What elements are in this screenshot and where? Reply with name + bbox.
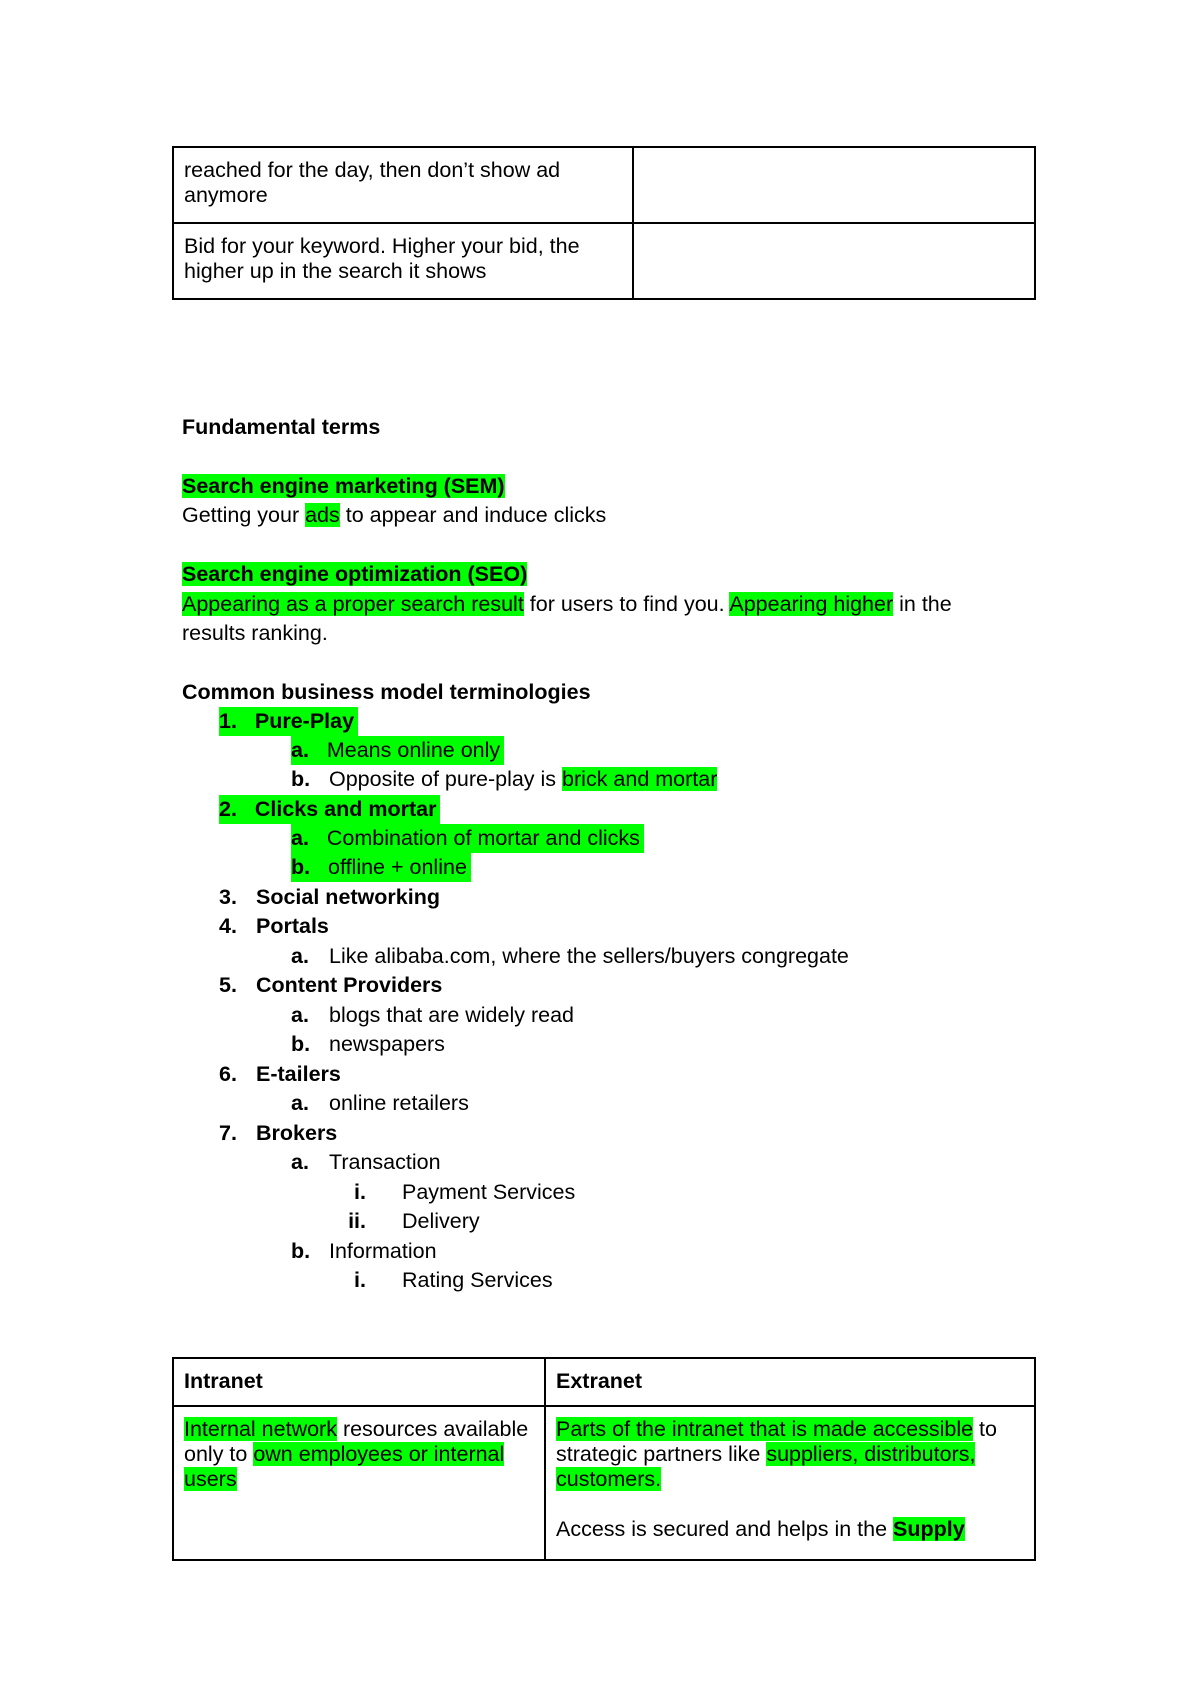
table-row <box>173 147 1035 223</box>
common-terms-heading: Common business model terminologies <box>182 680 591 704</box>
list-number: a. <box>291 826 309 850</box>
sem-text: to appear and induce clicks <box>339 503 607 527</box>
list-number: a. <box>291 1150 309 1174</box>
list-number: a. <box>291 1091 309 1115</box>
list-number: 1. <box>219 709 237 733</box>
list-number: 4. <box>219 914 237 938</box>
sem-highlight: ads <box>305 503 340 527</box>
list-item <box>329 765 717 794</box>
list-item <box>291 853 471 882</box>
list-number: b. <box>291 855 311 879</box>
list-item-text: blogs that are widely read <box>329 1003 575 1027</box>
list-item-text: Portals <box>256 914 329 938</box>
sem-title-text: Search engine marketing (SEM) <box>182 474 505 498</box>
list-item-text: Pure-Play <box>254 709 355 733</box>
list-item-text: Clicks and mortar <box>254 797 437 821</box>
table-cell <box>633 223 1035 299</box>
intranet-extranet-table <box>172 1357 1036 1561</box>
list-item-text: newspapers <box>329 1032 445 1056</box>
list-number: ii. <box>348 1209 366 1233</box>
intranet-highlight: Internal network <box>184 1417 337 1441</box>
intranet-header: Intranet <box>173 1358 545 1406</box>
extranet-highlight: Parts of the intranet that is made accessible <box>556 1417 974 1441</box>
list-number: 5. <box>219 973 237 997</box>
list-item-text: online retailers <box>329 1091 469 1115</box>
sem-text: Getting your <box>182 503 306 527</box>
extranet-highlight: Supply <box>893 1517 965 1541</box>
list-item <box>219 795 440 824</box>
list-number: b. <box>291 1032 311 1056</box>
list-item-text: Opposite of pure-play is <box>329 767 563 791</box>
list-number: 6. <box>219 1062 237 1086</box>
list-item-text: Content Providers <box>256 973 443 997</box>
seo-title-text: Search engine optimization (SEO) <box>182 562 528 586</box>
list-item-text: offline + online <box>328 855 467 879</box>
table-row <box>173 223 1035 299</box>
list-item <box>219 707 358 736</box>
intranet-text: resources available only to <box>184 1417 529 1466</box>
table-row <box>173 1406 1035 1560</box>
list-number: 3. <box>219 885 237 909</box>
list-number: i. <box>354 1180 366 1204</box>
sem-title <box>182 472 505 501</box>
list-item-text: Rating Services <box>402 1268 553 1292</box>
table-cell <box>633 147 1035 223</box>
list-item-text: Transaction <box>329 1150 441 1174</box>
list-item-text: Like alibaba.com, where the sellers/buyers congregate <box>329 944 849 968</box>
list-number: a. <box>291 738 309 762</box>
table-cell: reached for the day, then don’t show ad anymore <box>173 147 633 223</box>
seo-highlight: Appearing higher <box>729 592 894 616</box>
list-item <box>291 824 644 853</box>
seo-description <box>182 590 952 619</box>
list-item-highlight: brick and mortar <box>562 767 718 791</box>
intranet-highlight: own employees or internal users <box>184 1442 505 1491</box>
extranet-highlight: suppliers, distributors, customers. <box>556 1442 976 1491</box>
seo-text: for users to find you. <box>523 592 730 616</box>
table-header-row <box>173 1358 1035 1406</box>
sem-description <box>182 501 606 530</box>
list-item <box>291 736 504 765</box>
seo-highlight: Appearing as a proper search result <box>182 592 524 616</box>
list-number: b. <box>291 767 311 791</box>
list-number: a. <box>291 1003 309 1027</box>
list-item-text: Delivery <box>402 1209 480 1233</box>
fundamental-terms-heading: Fundamental terms <box>182 415 381 439</box>
extranet-cell <box>545 1406 1035 1560</box>
seo-text: in the <box>893 592 952 616</box>
list-item-text: Payment Services <box>402 1180 576 1204</box>
list-item-text: Brokers <box>256 1121 338 1145</box>
list-number: i. <box>354 1268 366 1292</box>
top-table <box>172 146 1036 300</box>
extranet-text: Access is secured and helps in the <box>556 1517 894 1541</box>
extranet-header: Extranet <box>545 1358 1035 1406</box>
extranet-text: to strategic partners like <box>556 1417 997 1466</box>
list-number: b. <box>291 1239 311 1263</box>
intranet-cell <box>173 1406 545 1560</box>
list-number: a. <box>291 944 309 968</box>
list-item-text: Combination of mortar and clicks <box>326 826 640 850</box>
list-number: 7. <box>219 1121 237 1145</box>
seo-description-line2: results ranking. <box>182 621 328 645</box>
list-item-text: Information <box>329 1239 437 1263</box>
list-item-text: Means online only <box>326 738 501 762</box>
list-number: 2. <box>219 797 237 821</box>
table-cell: Bid for your keyword. Higher your bid, the higher up in the search it shows <box>173 223 633 299</box>
list-item-text: Social networking <box>256 885 440 909</box>
list-item-text: E-tailers <box>256 1062 341 1086</box>
seo-title <box>182 560 527 589</box>
